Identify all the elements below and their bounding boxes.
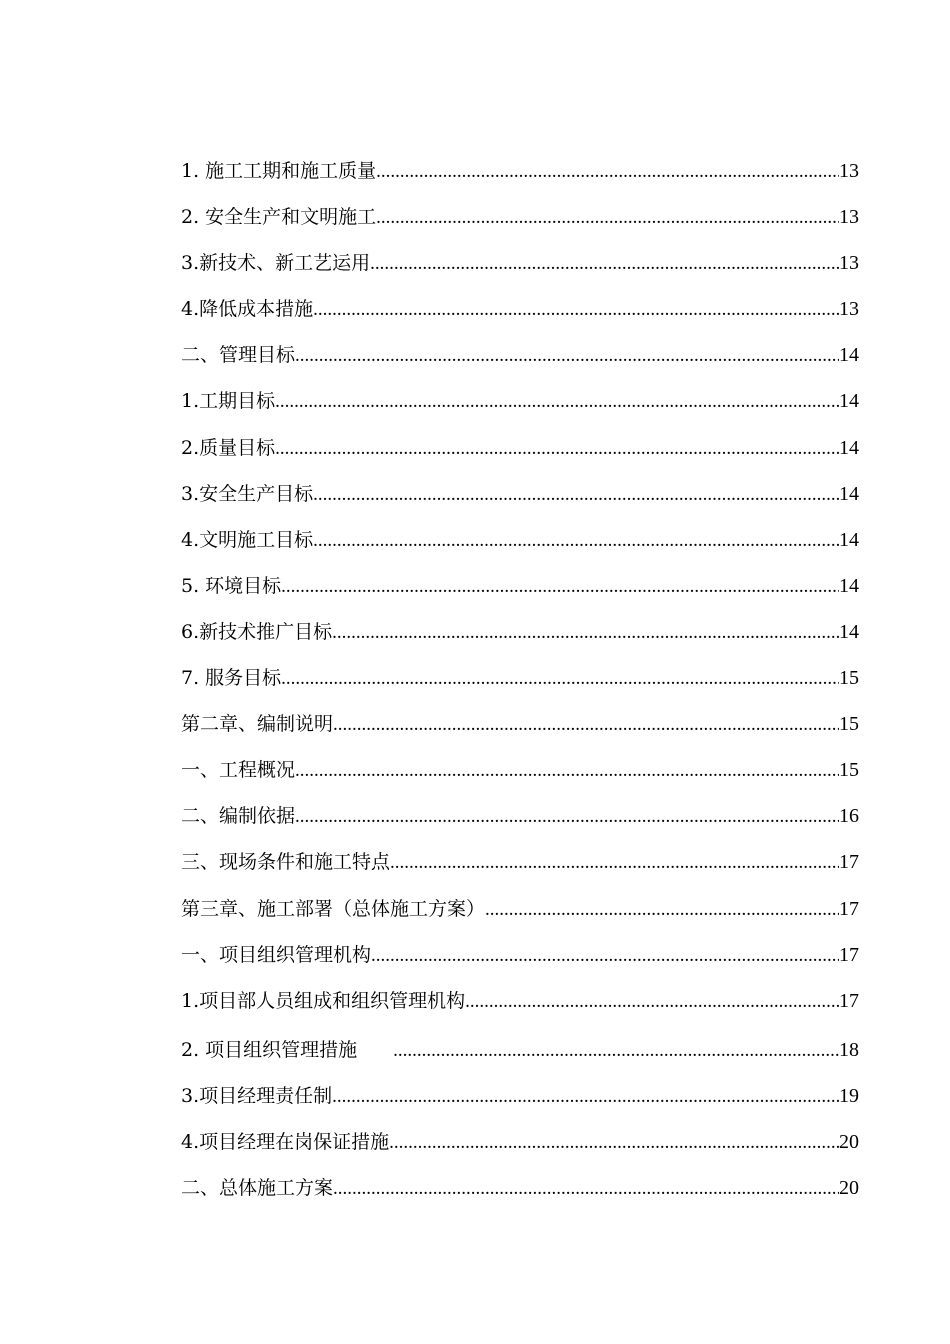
- toc-entry[interactable]: [181, 661, 859, 707]
- toc-page-number: 14: [839, 436, 859, 459]
- toc-entry[interactable]: [181, 1125, 859, 1171]
- toc-page-number: 17: [839, 851, 859, 874]
- toc-entry[interactable]: [181, 569, 859, 615]
- toc-entry-title: 6.新技术推广目标: [181, 620, 333, 643]
- toc-page-number: 17: [839, 897, 859, 920]
- toc-entry[interactable]: [181, 523, 859, 569]
- toc-dot-leader: [281, 570, 839, 604]
- toc-dot-leader: [332, 616, 839, 650]
- toc-entry[interactable]: [181, 892, 859, 938]
- toc-page-number: 15: [839, 713, 859, 736]
- toc-entry-title: 3.新技术、新工艺运用: [181, 252, 371, 275]
- toc-entry-title: 第三章、施工部署（总体施工方案）: [181, 897, 486, 920]
- toc-entry-title: 二、总体施工方案: [181, 1176, 334, 1199]
- toc-entry[interactable]: [181, 938, 859, 984]
- toc-entry-title: 1.工期目标: [181, 390, 276, 413]
- toc-entry[interactable]: [181, 707, 859, 753]
- toc-entry[interactable]: [181, 984, 859, 1030]
- toc-entry-title: 三、现场条件和施工特点: [181, 851, 391, 874]
- toc-entry-title: 5. 环境目标: [181, 574, 282, 597]
- toc-entry-title: 1. 施工工期和施工质量: [181, 160, 377, 182]
- toc-entry[interactable]: [181, 246, 859, 292]
- toc-page-number: 14: [839, 574, 859, 597]
- toc-page-number: 14: [839, 482, 859, 505]
- toc-page-number: 13: [839, 298, 859, 321]
- toc-entry[interactable]: [181, 615, 859, 661]
- toc-entry-title: 一、项目组织管理机构: [181, 943, 372, 966]
- toc-page-number: 19: [839, 1084, 859, 1107]
- toc-page-number: 18: [839, 1038, 859, 1061]
- toc-page-number: 16: [839, 805, 859, 828]
- toc-dot-leader: [465, 985, 839, 1019]
- toc-entry-title: 3.安全生产目标: [181, 482, 314, 505]
- toc-entry[interactable]: [181, 799, 859, 845]
- toc-dot-leader: [313, 293, 839, 327]
- toc-entry-title: 第二章、编制说明: [181, 713, 334, 736]
- toc-dot-leader: [275, 432, 839, 466]
- toc-page-number: 20: [839, 1130, 859, 1153]
- toc-dot-leader: [389, 1126, 839, 1160]
- toc-dot-leader: [333, 708, 839, 742]
- toc-entry[interactable]: [181, 845, 859, 891]
- toc-page-number: 14: [839, 528, 859, 551]
- toc-dot-leader: [371, 939, 839, 973]
- toc-page-number: 13: [839, 252, 859, 275]
- toc-page-number: 17: [839, 989, 859, 1012]
- toc-page-number: 14: [839, 344, 859, 367]
- toc-entry[interactable]: [181, 1171, 859, 1217]
- toc-dot-leader: [295, 754, 839, 788]
- toc-dot-leader: [281, 662, 839, 696]
- toc-page-number: 20: [839, 1176, 859, 1199]
- toc-entry-title: 4.文明施工目标: [181, 528, 314, 551]
- toc-page-number: 13: [839, 206, 859, 229]
- toc-dot-leader: [376, 155, 839, 189]
- toc-dot-leader: [295, 800, 839, 834]
- toc-entry[interactable]: [181, 753, 859, 799]
- toc-entry[interactable]: [181, 1079, 859, 1125]
- toc-entry-title: 1.项目部人员组成和组织管理机构: [181, 989, 466, 1012]
- toc-entry[interactable]: [181, 477, 859, 523]
- toc-entry[interactable]: [181, 384, 859, 430]
- toc-entry[interactable]: [181, 292, 859, 338]
- toc-entry-title: 二、管理目标: [181, 344, 296, 367]
- toc-entry-title: 二、编制依据: [181, 805, 296, 828]
- toc-entry[interactable]: [181, 154, 859, 200]
- toc-dot-leader: [390, 846, 839, 880]
- toc-dot-leader: [393, 1031, 839, 1071]
- toc-dot-leader: [332, 1080, 839, 1114]
- toc-dot-leader: [376, 201, 839, 235]
- toc-dot-leader: [333, 1172, 839, 1206]
- toc-page-number: 14: [839, 620, 859, 643]
- toc-entry[interactable]: [181, 338, 859, 384]
- toc-entry[interactable]: [181, 1030, 859, 1079]
- toc-entry-title: 一、工程概况: [181, 759, 296, 782]
- toc-dot-leader: [295, 339, 839, 373]
- toc-entry-title: 4.降低成本措施: [181, 298, 314, 321]
- toc-entry-title: 3.项目经理责任制: [181, 1084, 333, 1107]
- toc-entry[interactable]: [181, 200, 859, 246]
- toc-page-number: 15: [839, 759, 859, 782]
- toc-dot-leader: [313, 478, 839, 512]
- toc-page-number: 17: [839, 943, 859, 966]
- toc-entry-title: 2.质量目标: [181, 436, 276, 459]
- toc-dot-leader: [370, 247, 839, 281]
- toc-page-number: 14: [839, 390, 859, 413]
- toc-entry-title: 4.项目经理在岗保证措施: [181, 1130, 390, 1153]
- table-of-contents: [181, 154, 859, 1217]
- toc-dot-leader: [485, 893, 839, 927]
- toc-entry-title: 7. 服务目标: [181, 667, 282, 690]
- toc-dot-leader: [275, 385, 839, 419]
- toc-entry-title: 2. 项目组织管理措施: [181, 1038, 358, 1061]
- toc-page-number: 15: [839, 667, 859, 690]
- toc-entry[interactable]: [181, 431, 859, 477]
- toc-entry-title: 2. 安全生产和文明施工: [181, 206, 377, 229]
- toc-page-number: 13: [839, 160, 859, 182]
- toc-dot-leader: [313, 524, 839, 558]
